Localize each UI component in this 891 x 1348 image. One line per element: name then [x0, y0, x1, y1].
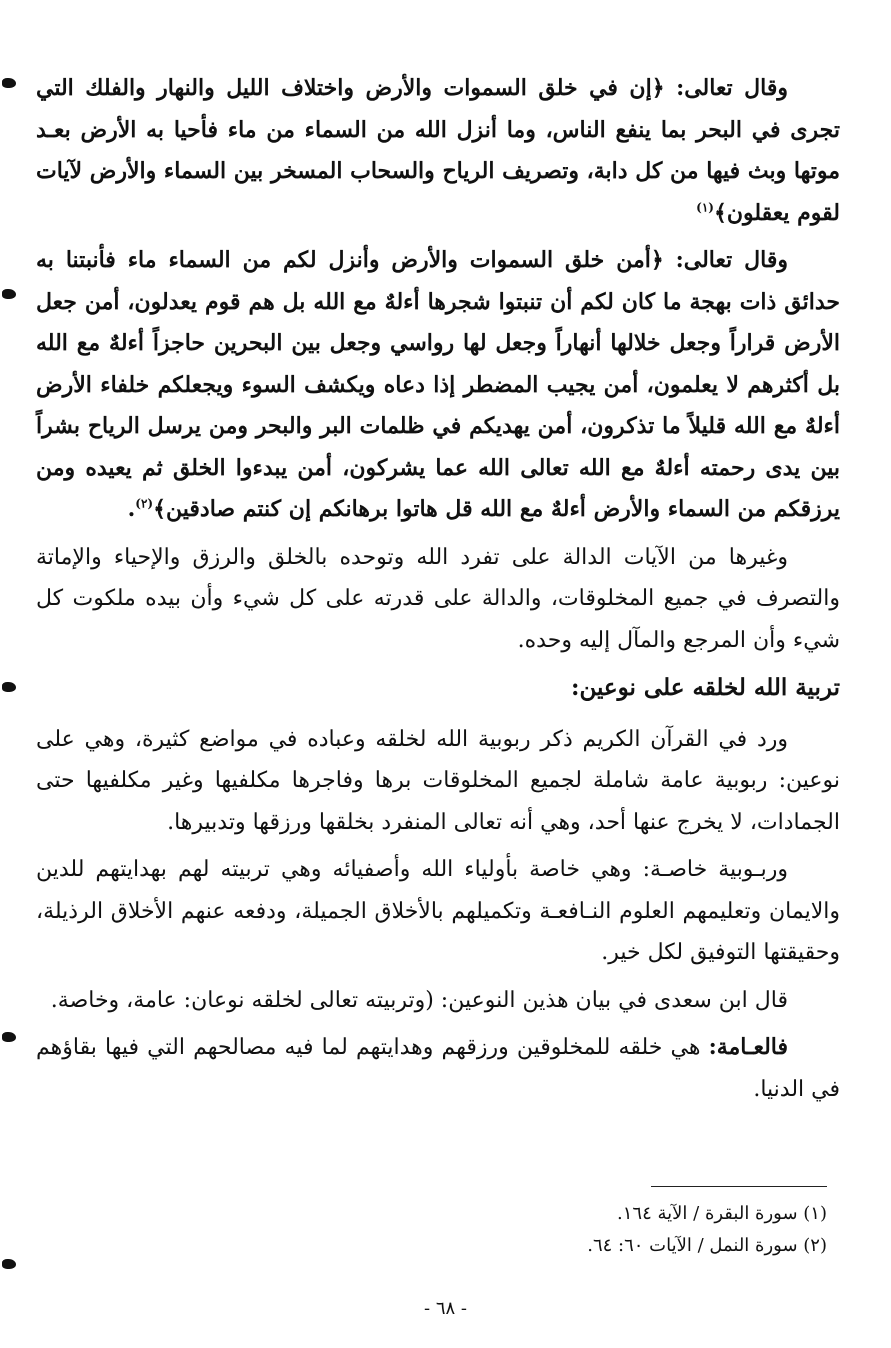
section-heading: تربية الله لخلقه على نوعين:: [570, 674, 840, 701]
footnote-ref-1[interactable]: (١): [696, 200, 714, 215]
margin-mark: [2, 289, 16, 299]
verse-paragraph-1: وقال تعالى: ﴿إن في خلق السموات والأرض واختلاف الليل والنهار والفلك التي تجرى في البحر بما ينفع الناس، وما أنزل الله من السماء من ماء فأحيا به الأرض بعـد موتها وبث فيها من كل دابة، وتصريف الرياح والسحاب المسخر بين السماء والأرض لآيات لقوم يعقلون﴾$^{(١)}$: [36, 75, 840, 226]
footnote-divider: [651, 1186, 827, 1187]
margin-mark: [2, 1259, 16, 1269]
term-lead: فالعـامة:: [708, 1034, 788, 1060]
footnote-ref-2[interactable]: (٢): [135, 496, 154, 511]
verse-paragraph-2: وقال تعالى: ﴿أمن خلق السموات والأرض وأنزل لكم من السماء ماء فأنبتنا به حدائق ذات بهجة ما كان لكم أن تنبتوا شجرها أءلهٌ مع الله بل هم قوم يعدلون، أمن جعل الأرض قراراً وجعل خلالها أنهاراً وجعل لها رواسي وجعل بين البحرين حاجزاً أءلهٌ مع الله بل أكثرهم لا يعلمون، أمن يجيب المضطر إذا دعاه ويكشف السوء ويجعلكم خلفاء الأرض أءلهٌ مع الله قليلاً ما تذكرون، أمن يهديكم في ظلمات البر والبحر ومن يرسل الرياح بشراً بين يدى رحمته أءلهٌ مع الله تعالى الله عما يشركون، أمن يبدءوا الخلق ثم يعيده ومن يرزقكم من السماء والأرض أءلهٌ مع الله قل هاتوا برهانكم إن كنتم صادقين﴾$^{(٢)}$.: [36, 247, 840, 522]
body-paragraph-2: ورد في القرآن الكريم ذكر ربوبية الله لخلقه وعباده في مواضع كثيرة، وهي على نوعين: ربوبية عامة شاملة لجميع المخلوقات برها وفاجرها مكلفيها وغير مكلفيها حتى الجمادات، لا يخرج عنها أحد، وهي أنه تعالى المنفرد بخلقها ورزقها وتدبيرها.: [36, 726, 840, 835]
footnote-2: (٢) سورة النمل / الآيات ٦٠: ٦٤.: [587, 1235, 827, 1256]
footnote-1: (١) سورة البقرة / الآية ١٦٤.: [617, 1203, 827, 1224]
page-body: [36, 68, 840, 1116]
footnotes: [327, 1198, 827, 1262]
margin-mark: [2, 78, 16, 88]
margin-mark: [2, 1032, 16, 1042]
margin-mark: [2, 682, 16, 692]
body-paragraph-3: وربـوبية خاصـة: وهي خاصة بأولياء الله وأصفيائه وهي تربيته لهم بهدايتهم للدين والايمان وتعليمهم العلوم النـافعـة وتكميلهم بالأخلاق الجميلة، ودفعه عنهم الأخلاق الرذيلة، وحقيقتها التوفيق لكل خير.: [36, 857, 840, 965]
page-number: - ٦٨ -: [424, 1298, 467, 1319]
body-paragraph-5: فالعـامة: هي خلقه للمخلوقين ورزقهم وهدايتهم لما فيه مصالحهم التي فيها بقاؤهم في الدنيا.: [36, 1034, 840, 1102]
body-paragraph-4: قال ابن سعدى في بيان هذين النوعين: (وتربيته تعالى لخلقه نوعان: عامة، وخاصة.: [50, 987, 788, 1013]
body-paragraph-1: وغيرها من الآيات الدالة على تفرد الله وتوحده بالخلق والرزق والإحياء والإماتة والتصرف في جميع المخلوقات، والدالة على قدرته على كل شيء وأن بيده ملكوت كل شيء وأن المرجع والمآل إليه وحده.: [36, 544, 840, 653]
